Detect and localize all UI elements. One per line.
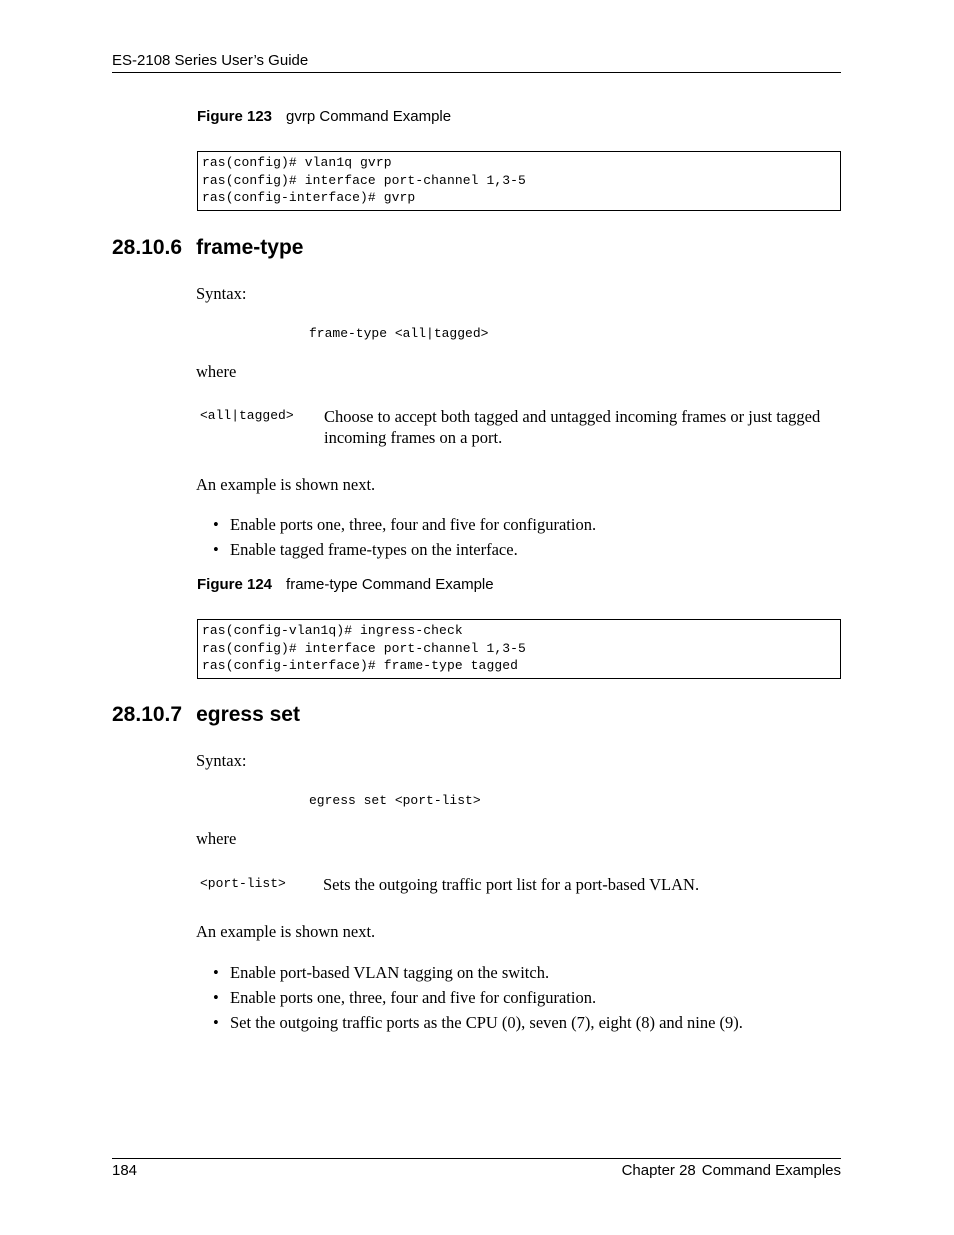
running-footer xyxy=(622,1162,841,1179)
section-heading-frame-type xyxy=(112,236,303,260)
list-item: • Enable ports one, three, four and five for configuration. xyxy=(212,985,743,1010)
syntax-command: egress set <port-list> xyxy=(309,793,481,808)
bullet-list xyxy=(212,960,743,1035)
bullet-list xyxy=(212,512,596,562)
figure-123-title: gvrp Command Example xyxy=(286,108,452,125)
figure-123-code-block xyxy=(197,151,841,211)
figure-124-code-block xyxy=(197,619,841,679)
figure-124-label: Figure 124 xyxy=(197,576,273,593)
code-line: ras(config-vlan1q)# ingress-check xyxy=(202,623,463,638)
where-label: where xyxy=(196,362,237,381)
figure-124-caption xyxy=(197,576,494,593)
example-intro: An example is shown next. xyxy=(196,922,376,941)
syntax-command: frame-type <all|tagged> xyxy=(309,326,489,341)
running-header: ES-2108 Series User’s Guide xyxy=(112,52,309,69)
page-number: 184 xyxy=(112,1162,138,1179)
list-item: • Enable tagged frame-types on the interface. xyxy=(212,537,596,562)
syntax-label: Syntax: xyxy=(196,751,247,770)
parameter-description: Sets the outgoing traffic port list for a port-based VLAN. xyxy=(323,875,700,894)
section-title: frame-type xyxy=(196,236,304,259)
list-item: • Enable ports one, three, four and five for configuration. xyxy=(212,512,596,537)
code-line: ras(config)# vlan1q gvrp xyxy=(202,155,392,170)
code-line: ras(config-interface)# frame-type tagged xyxy=(202,658,519,673)
code-line: ras(config-interface)# gvrp xyxy=(202,190,416,205)
figure-124-title: frame-type Command Example xyxy=(286,576,494,593)
list-item: • Set the outgoing traffic ports as the CPU (0), seven (7), eight (8) and nine (9). xyxy=(212,1010,743,1035)
section-title: egress set xyxy=(196,703,300,726)
parameter-name: <port-list> xyxy=(200,876,286,891)
syntax-label: Syntax: xyxy=(196,284,247,303)
parameter-name: <all|tagged> xyxy=(200,408,294,423)
code-line: ras(config)# interface port-channel 1,3-5 xyxy=(202,640,526,656)
section-number: 28.10.6 xyxy=(112,236,183,259)
footer-divider xyxy=(112,1158,841,1159)
figure-123-caption xyxy=(197,108,451,125)
list-item: • Enable port-based VLAN tagging on the switch. xyxy=(212,960,743,985)
section-heading-egress-set xyxy=(112,703,300,727)
where-label: where xyxy=(196,829,237,848)
figure-123-label: Figure 123 xyxy=(197,108,273,125)
example-intro: An example is shown next. xyxy=(196,475,376,494)
parameter-description: Choose to accept both tagged and untagged incoming frames or just tagged incoming frames on a port. xyxy=(324,407,821,447)
chapter-number: Chapter 28 xyxy=(621,1162,696,1179)
section-number: 28.10.7 xyxy=(112,703,183,726)
chapter-title: Command Examples xyxy=(701,1162,841,1179)
header-divider xyxy=(112,72,841,73)
code-line: ras(config)# interface port-channel 1,3-5 xyxy=(202,172,526,188)
